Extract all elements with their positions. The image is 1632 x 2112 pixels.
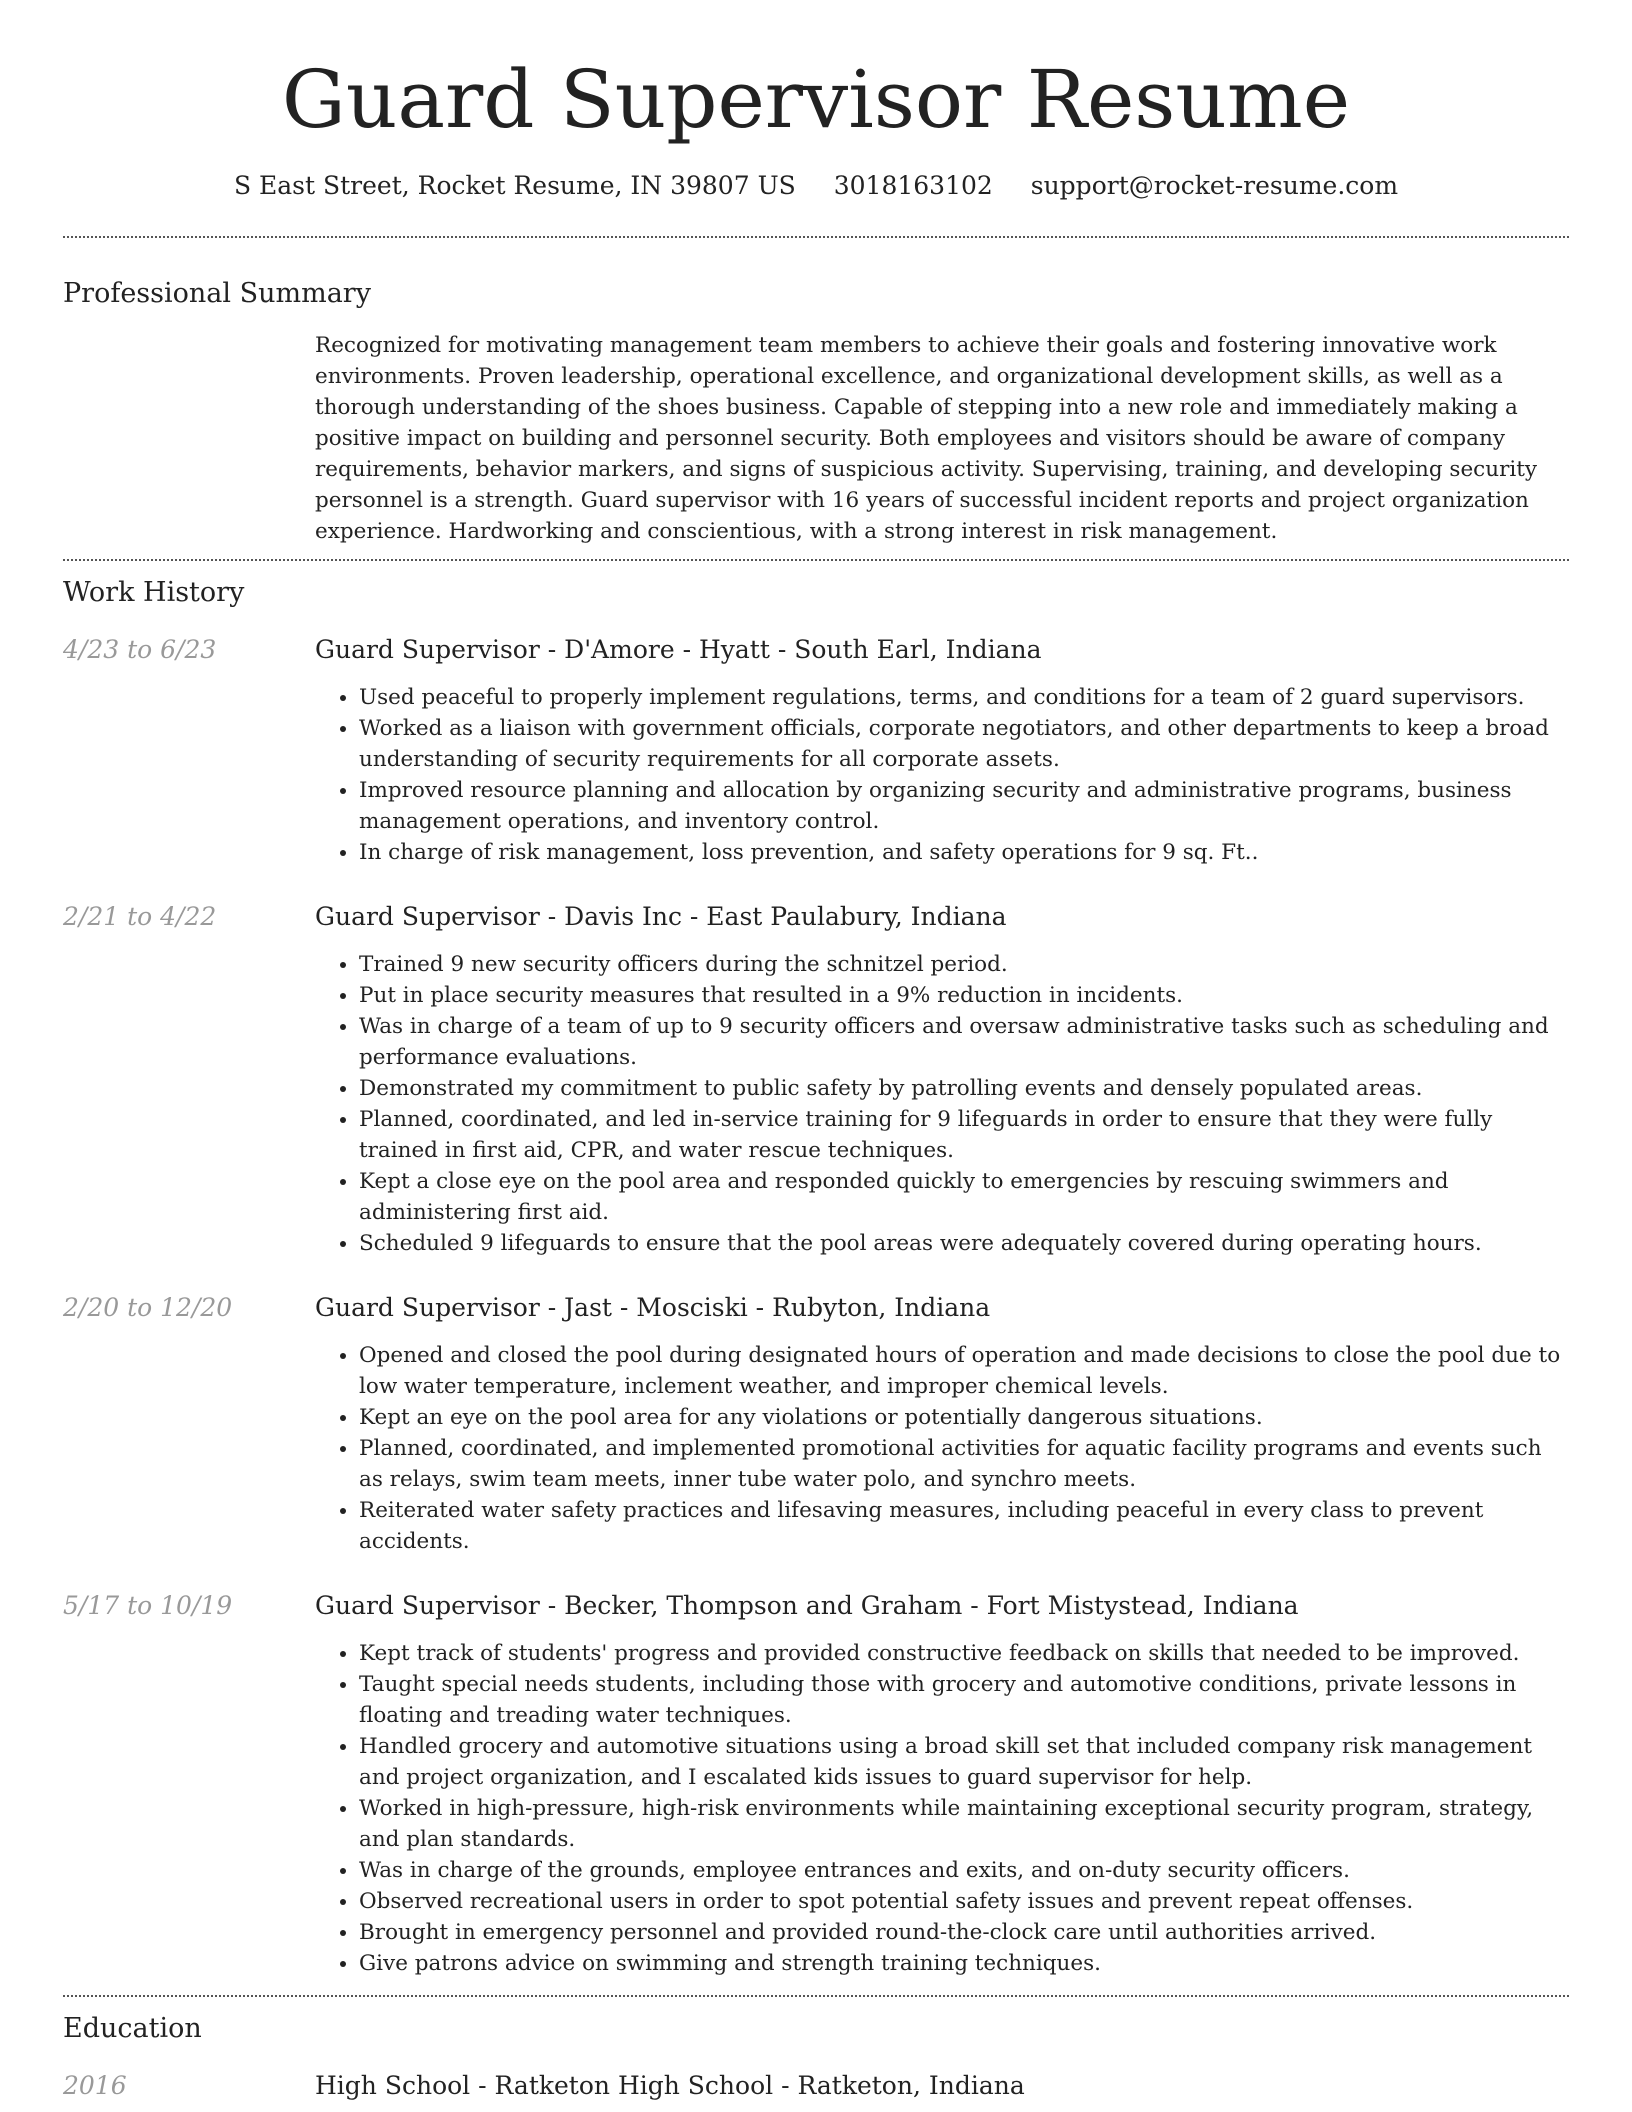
work-entry-role: Guard Supervisor - Jast - Mosciski - Rubyton, Indiana bbox=[315, 1293, 991, 1322]
work-entry-dates: 2/21 to 4/22 bbox=[63, 902, 217, 931]
work-entry bbox=[63, 902, 1569, 1259]
bullet-item: • Planned, coordinated, and led in-service training for 9 lifeguards in order to ensure that they were fully trained in first aid, CPR, and water rescue techniques. bbox=[359, 1104, 1569, 1166]
work-entry-role: Guard Supervisor - Davis Inc - East Paulabury, Indiana bbox=[315, 902, 1007, 931]
bullet-item: • Planned, coordinated, and implemented promotional activities for aquatic facility programs and events such as relays, swim team meets, inner tube water polo, and synchro meets. bbox=[359, 1433, 1569, 1495]
bullet-item: • Kept track of students' progress and provided constructive feedback on skills that needed to be improved. bbox=[359, 1638, 1569, 1669]
bullet-item: • Was in charge of the grounds, employee entrances and exits, and on-duty security officers. bbox=[359, 1855, 1569, 1886]
work-entry-dates: 5/17 to 10/19 bbox=[63, 1591, 233, 1620]
work-entry-role: Guard Supervisor - Becker, Thompson and Graham - Fort Mistystead, Indiana bbox=[315, 1591, 1299, 1620]
bullet-item: • Observed recreational users in order to spot potential safety issues and prevent repeat offenses. bbox=[359, 1886, 1569, 1917]
bullet-item: • Improved resource planning and allocation by organizing security and administrative programs, business management operations, and inventory control. bbox=[359, 775, 1569, 837]
bullet-item: • Put in place security measures that resulted in a 9% reduction in incidents. bbox=[359, 980, 1569, 1011]
bullet-item: • In charge of risk management, loss prevention, and safety operations for 9 sq. Ft.. bbox=[359, 837, 1569, 868]
divider bbox=[63, 1995, 1569, 1997]
work-entry-dates: 2/20 to 12/20 bbox=[63, 1293, 233, 1322]
divider bbox=[63, 559, 1569, 561]
bullet-item: • Worked as a liaison with government officials, corporate negotiators, and other departments to keep a broad understanding of security requirements for all corporate assets. bbox=[359, 713, 1569, 775]
work-entry-header bbox=[63, 1591, 1569, 1620]
education-entry-header bbox=[63, 2071, 1569, 2100]
education-year: 2016 bbox=[63, 2071, 127, 2100]
education-entry bbox=[63, 2071, 1569, 2100]
work-entry-header bbox=[63, 1293, 1569, 1322]
work-entry bbox=[63, 1293, 1569, 1557]
bullet-item: • Kept a close eye on the pool area and responded quickly to emergencies by rescuing swimmers and administering first aid. bbox=[359, 1166, 1569, 1228]
bullet-item: • Taught special needs students, including those with grocery and automotive conditions, private lessons in floating and treading water techniques. bbox=[359, 1669, 1569, 1731]
contact-address: S East Street, Rocket Resume, IN 39807 US bbox=[233, 171, 796, 200]
bullet-item: • Reiterated water safety practices and lifesaving measures, including peaceful in every class to prevent accidents. bbox=[359, 1495, 1569, 1557]
bullet-item: • Kept an eye on the pool area for any violations or potentially dangerous situations. bbox=[359, 1402, 1569, 1433]
contact-email: support@rocket-resume.com bbox=[1030, 171, 1399, 200]
bullet-item: • Worked in high-pressure, high-risk environments while maintaining exceptional security program, strategy, and plan standards. bbox=[359, 1793, 1569, 1855]
work-entry-bullets bbox=[315, 682, 1569, 868]
bullet-item: • Brought in emergency personnel and provided round-the-clock care until authorities arrived. bbox=[359, 1917, 1569, 1948]
work-entry-bullets bbox=[315, 1340, 1569, 1557]
contact-line bbox=[63, 171, 1569, 201]
bullet-item: • Was in charge of a team of up to 9 security officers and oversaw administrative tasks such as scheduling and performance evaluations. bbox=[359, 1011, 1569, 1073]
bullet-item: • Trained 9 new security officers during the schnitzel period. bbox=[359, 949, 1569, 980]
work-entry-role: Guard Supervisor - D'Amore - Hyatt - South Earl, Indiana bbox=[315, 635, 1042, 664]
bullet-item: • Opened and closed the pool during designated hours of operation and made decisions to close the pool due to low water temperature, inclement weather, and improper chemical levels. bbox=[359, 1340, 1569, 1402]
bullet-item: • Scheduled 9 lifeguards to ensure that the pool areas were adequately covered during operating hours. bbox=[359, 1228, 1569, 1259]
work-entry bbox=[63, 635, 1569, 868]
bullet-item: • Demonstrated my commitment to public safety by patrolling events and densely populated areas. bbox=[359, 1073, 1569, 1104]
work-entry-header bbox=[63, 902, 1569, 931]
divider bbox=[63, 236, 1569, 238]
bullet-item: • Used peaceful to properly implement regulations, terms, and conditions for a team of 2 guard supervisors. bbox=[359, 682, 1569, 713]
work-entry-header bbox=[63, 635, 1569, 664]
work-entry-bullets bbox=[315, 1638, 1569, 1979]
section-heading-education: Education bbox=[63, 2013, 202, 2044]
work-entry bbox=[63, 1591, 1569, 1979]
work-entry-bullets bbox=[315, 949, 1569, 1259]
contact-phone: 3018163102 bbox=[833, 171, 993, 200]
section-heading-work-history: Work History bbox=[63, 577, 245, 608]
work-entry-dates: 4/23 to 6/23 bbox=[63, 635, 217, 664]
education-degree: High School - Ratketon High School - Ratketon, Indiana bbox=[315, 2071, 1025, 2100]
summary-text: Recognized for motivating management team members to achieve their goals and fostering innovative work environments. Proven leadership, operational excellence, and organizational development skills, as well as a thorough understanding of the shoes business. Capable of stepping into a new role and immediately making a positive impact on building and personnel security. Both employees and visitors should be aware of company requirements, behavior markers, and signs of suspicious activity. Supervising, training, and developing security personnel is a strength. Guard supervisor with 16 years of successful incident reports and project organization experience. Hardworking and conscientious, with a strong interest in risk management. bbox=[315, 333, 1538, 544]
bullet-item: • Give patrons advice on swimming and strength training techniques. bbox=[359, 1948, 1569, 1979]
section-heading-summary: Professional Summary bbox=[63, 278, 371, 309]
resume-title: Guard Supervisor Resume bbox=[281, 53, 1351, 146]
bullet-item: • Handled grocery and automotive situations using a broad skill set that included company risk management and project organization, and I escalated kids issues to guard supervisor for help. bbox=[359, 1731, 1569, 1793]
